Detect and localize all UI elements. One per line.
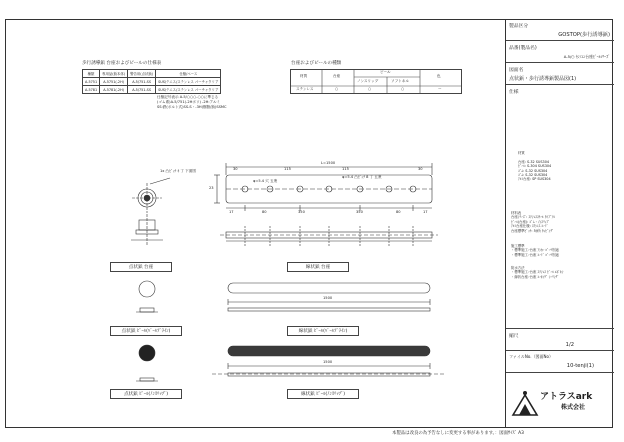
scale-label: 縮尺 <box>509 334 519 339</box>
dimension-label: 23 <box>209 186 214 190</box>
dimension-label: 115 <box>284 167 291 171</box>
product-section <box>506 41 614 63</box>
spec-section <box>506 85 614 329</box>
spec-line: 材料表 <box>511 211 522 215</box>
company-name: アトラスark <box>540 392 593 402</box>
category-section <box>506 19 614 41</box>
table-header-cell: 仕様/ベース <box>156 70 221 78</box>
left-note: SS:鉄(ボルト式)SS-S・-3H(樹脂/鋲)SSMC <box>157 105 227 109</box>
right-header-material: 材質 <box>300 74 308 78</box>
drawing-name-label: 図面名 <box>509 68 524 73</box>
dimension-label: 80 <box>396 210 401 214</box>
boss-label: φ=5.4 穴 五衆 <box>253 179 278 183</box>
file-section <box>506 351 614 373</box>
right-subheader: ソフトネル <box>391 79 409 83</box>
table-cell: A-5/751-SS <box>128 78 156 86</box>
spec-line: 台座ｼﾘｰｽﾞ: ｽﾃﾝﾚｽｽﾁｰﾙ ﾀｲﾌﾟｱﾙ <box>511 215 555 220</box>
table-cell: A-5751 <box>83 78 100 86</box>
product-value: A-5/○ ｾﾝﾉﾑﾝ台座ﾋﾟｰﾙｼﾘｰｽﾞ <box>563 54 610 59</box>
file-value: 10-tenji(1) <box>566 363 594 369</box>
spec-line: ﾋﾟｰﾙ: S-304 SUS304 <box>518 164 552 169</box>
company-block <box>506 373 614 428</box>
left-table-title: 歩行誘導鋲 台座およびピールの仕様表 <box>82 61 162 66</box>
caption-point-base: 点状鋲 台座 <box>110 262 172 272</box>
boss-label: φ=5.4 凸ﾋﾟｯﾁ 8 丁 五衆 <box>342 175 382 179</box>
caption-linear-base: 線状鋲 台座 <box>287 262 349 272</box>
table-cell: ー <box>438 87 442 91</box>
table-cell: SUS/テニス/ステンレス パーチャクリア <box>156 78 221 86</box>
dimension-label: 1500 <box>323 296 333 300</box>
spec-line: ・標準施工ｰ台座 ｺｰﾄﾞ ﾊﾟｰﾂ別途 <box>511 252 559 257</box>
caption-point-peel-nonslip: 点状鋲 ﾋﾟｰﾙ(ﾉﾝｽﾘｯﾌﾟ) <box>110 389 182 399</box>
spec-label: 仕様 <box>509 90 519 95</box>
right-header-peel: ビール <box>380 70 391 74</box>
right-header-color: 色 <box>437 74 441 78</box>
table-cell: A-5751(-2H) <box>100 78 128 86</box>
right-subheader: ノンスリップ <box>357 79 379 83</box>
table-cell: A-5781(-2H) <box>100 86 128 94</box>
right-table-title: 台座およびピールの種類 <box>291 61 342 66</box>
caption-linear-peel-nonslip: 線状鋲 ﾋﾟｰﾙ(ﾉﾝｽﾘｯﾌﾟ) <box>287 389 359 399</box>
table-header-cell: 警告用(点状鋲) <box>128 70 156 78</box>
spec-line: 台座標準ﾋﾟｯﾁ: 5ｶ所 ﾀｯﾋﾟﾝｸﾞ <box>511 228 554 233</box>
table-cell: A-5781 <box>83 86 100 94</box>
file-label: ファイルNo.（図面No） <box>509 354 553 359</box>
dimension-label: 115 <box>342 167 349 171</box>
spec-line: ｱﾙﾐ台座仕様: ｽﾃﾝﾚｽ ｺｰﾄﾞ <box>511 224 549 229</box>
table-cell: ○ <box>335 87 339 91</box>
company-sub: 株式会社 <box>561 404 586 411</box>
title-block <box>505 19 613 428</box>
spec-line: ｺﾞﾑ: S-32 SUS304 <box>518 168 548 173</box>
spec-lines-b <box>511 211 555 233</box>
spec-lines-a <box>518 151 551 182</box>
dimension-label: 30 <box>233 167 238 171</box>
spec-line: 施工標準 <box>511 244 525 248</box>
spec-line: ﾋﾟｰﾙ(台座): ｺﾞﾑ・ﾉﾝｽﾘｯﾌﾟ <box>511 219 550 224</box>
caption-point-peel-blind: 点状鋲 ﾋﾟｰﾙ(ﾊﾞｰﾙﾌﾞﾗｲﾝ) <box>110 326 182 336</box>
table-cell: ステンレス <box>296 87 314 91</box>
left-note: (ゴム系)A-5/751(-2Hポリ) -2H:アルミ <box>157 100 221 104</box>
dimension-label: 30 <box>418 167 423 171</box>
table-cell: A-5/751-SS <box>128 86 156 94</box>
left-note: 仕様記号表示 A-5/○○○-○○に準じる <box>157 95 219 99</box>
spec-lines-d <box>511 266 563 279</box>
dimension-label: 350 <box>356 210 363 214</box>
spec-line: 材質 <box>518 151 525 155</box>
footer-note: 本製品は改良の為予告なしに変更する事があります。：図面ｻｲｽﾞ A3 <box>392 431 524 436</box>
table-cell: SUS/テニス/ステンレス パーチャクリア <box>156 86 221 94</box>
category-label: 製品区分 <box>509 24 529 29</box>
company-logo-icon <box>511 389 541 417</box>
drawing-name-section <box>506 63 614 85</box>
scale-value: 1/2 <box>565 342 574 348</box>
spec-line: ・標準施工ｰ台座 ｽﾃﾝﾚｽ ﾋﾟｰﾙ ｴﾎﾟｷｼ <box>511 270 564 275</box>
category-value: GOSTOP(歩行誘導鋲) <box>558 32 610 38</box>
spec-line: ｺﾞﾑ: S-32 SUS304 <box>518 173 548 178</box>
caption-linear-peel-blind: 線状鋲 ﾋﾟｰﾙ(ﾊﾞｰﾙﾌﾞﾗｲﾝ) <box>287 326 359 336</box>
dimension-label: 350 <box>298 210 305 214</box>
product-label: 品番(製品名) <box>509 46 537 51</box>
scale-section <box>506 329 614 351</box>
spec-line: ・標準施工ｰ台座 ｱﾝｶｰ ﾊﾟｰﾂ別途 <box>511 248 559 253</box>
spec-line: ｱﾙﾐ台座: SP SUS304 <box>518 177 551 182</box>
table-cell: ○ <box>368 87 372 91</box>
spec-lines-c <box>511 244 559 257</box>
dimension-label: 17 <box>229 210 234 214</box>
dimension-label: 80 <box>262 210 267 214</box>
table-header-cell: 専用品(鋲本体) <box>100 70 128 78</box>
callout-label: 1x 凸ﾋﾟｯﾁ ｷ 丁 下面図 <box>160 169 196 173</box>
table-cell: ○ <box>401 87 405 91</box>
spec-line: 台座: S-32 SUS304 <box>518 159 550 164</box>
dimension-label: 17 <box>423 210 428 214</box>
spec-line: 防水方法 <box>511 266 525 270</box>
right-header-base: 台座 <box>333 74 341 78</box>
table-header-cell: 種類 <box>83 70 100 78</box>
dimension-label: 1500 <box>323 360 333 364</box>
drawing-name-value: 点状鋲・歩行誘導鋲製品図(1) <box>509 76 577 82</box>
spec-line: ・線状台座ｰ台座 ｺｰｷﾝｸﾞ ｼｰﾘﾝｸﾞ <box>511 274 559 279</box>
dimension-label: L=1500 <box>321 161 336 165</box>
